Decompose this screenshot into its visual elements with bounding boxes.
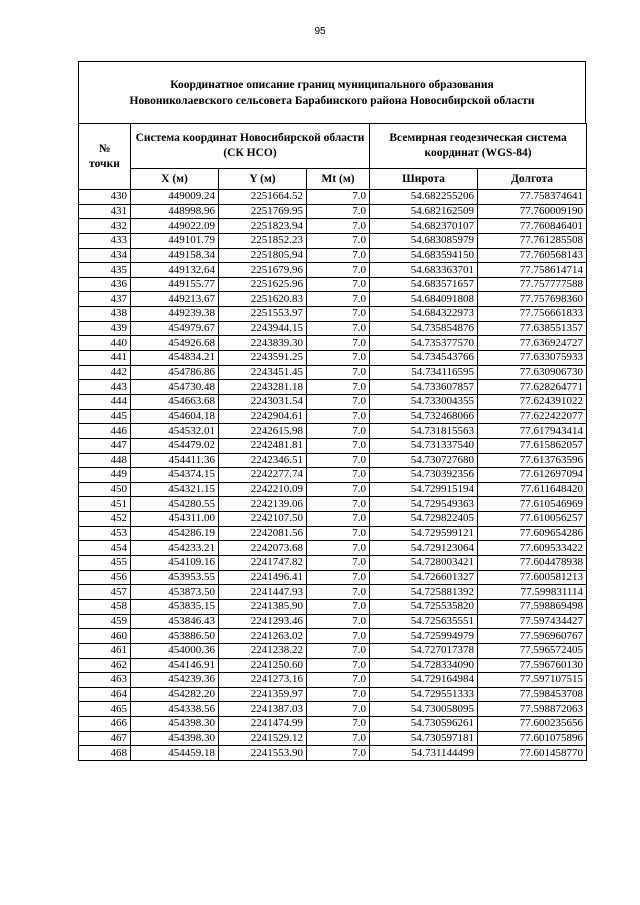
table-row bbox=[79, 292, 587, 307]
cell-longitude: 77.610056257 bbox=[478, 512, 587, 527]
cell-y: 2243451.45 bbox=[219, 365, 307, 380]
cell-x: 449239.38 bbox=[131, 307, 219, 322]
cell-y: 2241263.02 bbox=[219, 629, 307, 644]
cell-x: 449155.77 bbox=[131, 277, 219, 292]
cell-mt: 7.0 bbox=[307, 424, 370, 439]
cell-mt: 7.0 bbox=[307, 731, 370, 746]
cell-point-number: 432 bbox=[79, 219, 131, 234]
cell-mt: 7.0 bbox=[307, 248, 370, 263]
cell-mt: 7.0 bbox=[307, 292, 370, 307]
table-row bbox=[79, 233, 587, 248]
title-line-2: Новониколаевского сельсовета Барабинского района Новосибирской области bbox=[129, 94, 535, 107]
cell-point-number: 439 bbox=[79, 321, 131, 336]
cell-latitude: 54.682162509 bbox=[370, 204, 478, 219]
table-row bbox=[79, 731, 587, 746]
cell-y: 2241238.22 bbox=[219, 643, 307, 658]
table-row bbox=[79, 380, 587, 395]
cell-mt: 7.0 bbox=[307, 190, 370, 205]
cell-y: 2242904.61 bbox=[219, 409, 307, 424]
table-row bbox=[79, 219, 587, 234]
table-row bbox=[79, 717, 587, 732]
cell-mt: 7.0 bbox=[307, 351, 370, 366]
cell-mt: 7.0 bbox=[307, 219, 370, 234]
table-row bbox=[79, 204, 587, 219]
cell-y: 2251823.94 bbox=[219, 219, 307, 234]
cell-latitude: 54.684091808 bbox=[370, 292, 478, 307]
cell-longitude: 77.611648420 bbox=[478, 482, 587, 497]
cell-y: 2241359.97 bbox=[219, 687, 307, 702]
cell-x: 454286.19 bbox=[131, 526, 219, 541]
cell-longitude: 77.600235656 bbox=[478, 717, 587, 732]
cell-x: 453846.43 bbox=[131, 614, 219, 629]
cell-point-number: 444 bbox=[79, 394, 131, 409]
cell-point-number: 435 bbox=[79, 263, 131, 278]
cell-mt: 7.0 bbox=[307, 321, 370, 336]
cell-point-number: 458 bbox=[79, 599, 131, 614]
cell-x: 454282.20 bbox=[131, 687, 219, 702]
table-row bbox=[79, 409, 587, 424]
cell-y: 2241553.90 bbox=[219, 746, 307, 761]
cell-longitude: 77.638551357 bbox=[478, 321, 587, 336]
cell-y: 2242481.81 bbox=[219, 438, 307, 453]
cell-mt: 7.0 bbox=[307, 687, 370, 702]
cell-y: 2241250.60 bbox=[219, 658, 307, 673]
cell-y: 2251805.94 bbox=[219, 248, 307, 263]
cell-longitude: 77.609654286 bbox=[478, 526, 587, 541]
header-latitude: Широта bbox=[370, 169, 478, 190]
cell-longitude: 77.617943414 bbox=[478, 424, 587, 439]
cell-latitude: 54.725881392 bbox=[370, 585, 478, 600]
table-row bbox=[79, 468, 587, 483]
cell-x: 449132.64 bbox=[131, 263, 219, 278]
table-row bbox=[79, 585, 587, 600]
cell-y: 2242081.56 bbox=[219, 526, 307, 541]
cell-mt: 7.0 bbox=[307, 438, 370, 453]
cell-latitude: 54.731815563 bbox=[370, 424, 478, 439]
cell-longitude: 77.613763596 bbox=[478, 453, 587, 468]
table-row bbox=[79, 643, 587, 658]
cell-point-number: 464 bbox=[79, 687, 131, 702]
cell-longitude: 77.760846401 bbox=[478, 219, 587, 234]
cell-point-number: 463 bbox=[79, 673, 131, 688]
cell-latitude: 54.683085979 bbox=[370, 233, 478, 248]
cell-latitude: 54.728334090 bbox=[370, 658, 478, 673]
cell-longitude: 77.758614714 bbox=[478, 263, 587, 278]
cell-longitude: 77.633075933 bbox=[478, 351, 587, 366]
cell-point-number: 459 bbox=[79, 614, 131, 629]
cell-latitude: 54.684322973 bbox=[370, 307, 478, 322]
cell-longitude: 77.630906730 bbox=[478, 365, 587, 380]
cell-point-number: 453 bbox=[79, 526, 131, 541]
cell-x: 454786.86 bbox=[131, 365, 219, 380]
cell-y: 2251553.97 bbox=[219, 307, 307, 322]
cell-point-number: 461 bbox=[79, 643, 131, 658]
cell-y: 2241385.90 bbox=[219, 599, 307, 614]
cell-point-number: 441 bbox=[79, 351, 131, 366]
cell-y: 2251664.52 bbox=[219, 190, 307, 205]
cell-mt: 7.0 bbox=[307, 717, 370, 732]
cell-latitude: 54.730392356 bbox=[370, 468, 478, 483]
cell-point-number: 449 bbox=[79, 468, 131, 483]
cell-longitude: 77.760009190 bbox=[478, 204, 587, 219]
cell-point-number: 442 bbox=[79, 365, 131, 380]
cell-longitude: 77.757777588 bbox=[478, 277, 587, 292]
cell-mt: 7.0 bbox=[307, 453, 370, 468]
cell-mt: 7.0 bbox=[307, 629, 370, 644]
cell-point-number: 452 bbox=[79, 512, 131, 527]
cell-longitude: 77.596572405 bbox=[478, 643, 587, 658]
cell-y: 2241529.12 bbox=[219, 731, 307, 746]
table-row bbox=[79, 394, 587, 409]
cell-x: 454398.30 bbox=[131, 731, 219, 746]
cell-longitude: 77.598453708 bbox=[478, 687, 587, 702]
cell-latitude: 54.729549363 bbox=[370, 497, 478, 512]
cell-latitude: 54.725994979 bbox=[370, 629, 478, 644]
table-row bbox=[79, 673, 587, 688]
cell-latitude: 54.728003421 bbox=[370, 556, 478, 571]
table-row bbox=[79, 321, 587, 336]
cell-x: 449009.24 bbox=[131, 190, 219, 205]
table-row bbox=[79, 541, 587, 556]
cell-point-number: 450 bbox=[79, 482, 131, 497]
cell-longitude: 77.600581213 bbox=[478, 570, 587, 585]
cell-x: 453886.50 bbox=[131, 629, 219, 644]
cell-x: 454398.30 bbox=[131, 717, 219, 732]
cell-mt: 7.0 bbox=[307, 336, 370, 351]
table-row bbox=[79, 746, 587, 761]
cell-x: 449101.79 bbox=[131, 233, 219, 248]
cell-point-number: 454 bbox=[79, 541, 131, 556]
table-row bbox=[79, 336, 587, 351]
table-row bbox=[79, 687, 587, 702]
cell-longitude: 77.761285508 bbox=[478, 233, 587, 248]
cell-point-number: 446 bbox=[79, 424, 131, 439]
table-row bbox=[79, 556, 587, 571]
table-row bbox=[79, 263, 587, 278]
cell-mt: 7.0 bbox=[307, 468, 370, 483]
table-row bbox=[79, 307, 587, 322]
cell-y: 2243281.18 bbox=[219, 380, 307, 395]
cell-longitude: 77.628264771 bbox=[478, 380, 587, 395]
header-nso-system: Система координат Новосибирской области (СК НСО) bbox=[131, 124, 370, 169]
cell-point-number: 466 bbox=[79, 717, 131, 732]
cell-point-number: 455 bbox=[79, 556, 131, 571]
cell-x: 454532.01 bbox=[131, 424, 219, 439]
cell-x: 449022.09 bbox=[131, 219, 219, 234]
cell-longitude: 77.760568143 bbox=[478, 248, 587, 263]
cell-point-number: 462 bbox=[79, 658, 131, 673]
cell-x: 454479.02 bbox=[131, 438, 219, 453]
cell-latitude: 54.683594150 bbox=[370, 248, 478, 263]
cell-mt: 7.0 bbox=[307, 643, 370, 658]
cell-y: 2242615.98 bbox=[219, 424, 307, 439]
cell-latitude: 54.726601327 bbox=[370, 570, 478, 585]
table-row bbox=[79, 702, 587, 717]
cell-latitude: 54.732468066 bbox=[370, 409, 478, 424]
cell-mt: 7.0 bbox=[307, 673, 370, 688]
coordinates-table bbox=[78, 123, 587, 761]
coordinates-document bbox=[78, 61, 586, 761]
table-row bbox=[79, 482, 587, 497]
table-row bbox=[79, 614, 587, 629]
cell-x: 454311.00 bbox=[131, 512, 219, 527]
table-row bbox=[79, 277, 587, 292]
cell-x: 454979.67 bbox=[131, 321, 219, 336]
cell-latitude: 54.725635551 bbox=[370, 614, 478, 629]
cell-longitude: 77.610546969 bbox=[478, 497, 587, 512]
document-title bbox=[78, 61, 586, 124]
cell-mt: 7.0 bbox=[307, 482, 370, 497]
cell-y: 2242277.74 bbox=[219, 468, 307, 483]
cell-y: 2251620.83 bbox=[219, 292, 307, 307]
cell-point-number: 431 bbox=[79, 204, 131, 219]
cell-point-number: 460 bbox=[79, 629, 131, 644]
cell-longitude: 77.601075896 bbox=[478, 731, 587, 746]
table-row bbox=[79, 365, 587, 380]
cell-latitude: 54.734116595 bbox=[370, 365, 478, 380]
cell-x: 449158.34 bbox=[131, 248, 219, 263]
cell-mt: 7.0 bbox=[307, 599, 370, 614]
cell-latitude: 54.731337540 bbox=[370, 438, 478, 453]
cell-longitude: 77.597434427 bbox=[478, 614, 587, 629]
cell-point-number: 433 bbox=[79, 233, 131, 248]
table-row bbox=[79, 512, 587, 527]
cell-x: 454338.56 bbox=[131, 702, 219, 717]
cell-latitude: 54.733004355 bbox=[370, 394, 478, 409]
cell-x: 454834.21 bbox=[131, 351, 219, 366]
header-point-number: № точки bbox=[79, 124, 131, 190]
cell-mt: 7.0 bbox=[307, 658, 370, 673]
cell-longitude: 77.758374641 bbox=[478, 190, 587, 205]
table-row bbox=[79, 351, 587, 366]
cell-longitude: 77.604478938 bbox=[478, 556, 587, 571]
cell-y: 2251769.95 bbox=[219, 204, 307, 219]
table-row bbox=[79, 248, 587, 263]
cell-mt: 7.0 bbox=[307, 394, 370, 409]
cell-mt: 7.0 bbox=[307, 263, 370, 278]
cell-mt: 7.0 bbox=[307, 277, 370, 292]
cell-mt: 7.0 bbox=[307, 512, 370, 527]
cell-point-number: 468 bbox=[79, 746, 131, 761]
cell-longitude: 77.597107515 bbox=[478, 673, 587, 688]
cell-point-number: 436 bbox=[79, 277, 131, 292]
cell-x: 453953.55 bbox=[131, 570, 219, 585]
cell-mt: 7.0 bbox=[307, 541, 370, 556]
cell-x: 454411.36 bbox=[131, 453, 219, 468]
cell-point-number: 440 bbox=[79, 336, 131, 351]
cell-mt: 7.0 bbox=[307, 380, 370, 395]
table-row bbox=[79, 438, 587, 453]
cell-point-number: 438 bbox=[79, 307, 131, 322]
cell-latitude: 54.731144499 bbox=[370, 746, 478, 761]
cell-latitude: 54.682370107 bbox=[370, 219, 478, 234]
cell-mt: 7.0 bbox=[307, 614, 370, 629]
cell-y: 2241447.93 bbox=[219, 585, 307, 600]
cell-longitude: 77.636924727 bbox=[478, 336, 587, 351]
cell-latitude: 54.683363701 bbox=[370, 263, 478, 278]
header-x: X (м) bbox=[131, 169, 219, 190]
cell-mt: 7.0 bbox=[307, 233, 370, 248]
cell-y: 2242139.06 bbox=[219, 497, 307, 512]
cell-point-number: 457 bbox=[79, 585, 131, 600]
cell-point-number: 448 bbox=[79, 453, 131, 468]
cell-y: 2241496.41 bbox=[219, 570, 307, 585]
cell-longitude: 77.624391022 bbox=[478, 394, 587, 409]
cell-latitude: 54.725535820 bbox=[370, 599, 478, 614]
table-row bbox=[79, 570, 587, 585]
cell-x: 449213.67 bbox=[131, 292, 219, 307]
cell-longitude: 77.615862057 bbox=[478, 438, 587, 453]
cell-mt: 7.0 bbox=[307, 556, 370, 571]
cell-mt: 7.0 bbox=[307, 365, 370, 380]
table-row bbox=[79, 629, 587, 644]
cell-longitude: 77.599831114 bbox=[478, 585, 587, 600]
cell-point-number: 456 bbox=[79, 570, 131, 585]
cell-longitude: 77.598869498 bbox=[478, 599, 587, 614]
table-row bbox=[79, 424, 587, 439]
cell-latitude: 54.729599121 bbox=[370, 526, 478, 541]
cell-longitude: 77.598872063 bbox=[478, 702, 587, 717]
cell-x: 454663.68 bbox=[131, 394, 219, 409]
cell-x: 454000.36 bbox=[131, 643, 219, 658]
cell-longitude: 77.596760130 bbox=[478, 658, 587, 673]
cell-longitude: 77.612697094 bbox=[478, 468, 587, 483]
cell-point-number: 465 bbox=[79, 702, 131, 717]
table-row bbox=[79, 526, 587, 541]
header-y: Y (м) bbox=[219, 169, 307, 190]
cell-longitude: 77.596960767 bbox=[478, 629, 587, 644]
cell-latitude: 54.733607857 bbox=[370, 380, 478, 395]
cell-mt: 7.0 bbox=[307, 746, 370, 761]
cell-mt: 7.0 bbox=[307, 497, 370, 512]
cell-latitude: 54.730597181 bbox=[370, 731, 478, 746]
cell-latitude: 54.729164984 bbox=[370, 673, 478, 688]
title-line-1: Координатное описание границ муниципального образования bbox=[170, 78, 494, 91]
cell-x: 454321.15 bbox=[131, 482, 219, 497]
table-body bbox=[79, 190, 587, 761]
cell-point-number: 467 bbox=[79, 731, 131, 746]
cell-y: 2242107.50 bbox=[219, 512, 307, 527]
cell-x: 454730.48 bbox=[131, 380, 219, 395]
cell-point-number: 430 bbox=[79, 190, 131, 205]
cell-y: 2243031.54 bbox=[219, 394, 307, 409]
cell-latitude: 54.730596261 bbox=[370, 717, 478, 732]
header-longitude: Долгота bbox=[478, 169, 587, 190]
cell-y: 2241474.99 bbox=[219, 717, 307, 732]
cell-latitude: 54.730058095 bbox=[370, 702, 478, 717]
cell-y: 2251679.96 bbox=[219, 263, 307, 278]
cell-y: 2241293.46 bbox=[219, 614, 307, 629]
cell-x: 454374.15 bbox=[131, 468, 219, 483]
cell-mt: 7.0 bbox=[307, 204, 370, 219]
cell-y: 2241273.16 bbox=[219, 673, 307, 688]
table-row bbox=[79, 658, 587, 673]
cell-y: 2242210.09 bbox=[219, 482, 307, 497]
cell-x: 454926.68 bbox=[131, 336, 219, 351]
cell-x: 454459.18 bbox=[131, 746, 219, 761]
page-number: 95 bbox=[314, 26, 326, 37]
cell-y: 2251852.23 bbox=[219, 233, 307, 248]
cell-mt: 7.0 bbox=[307, 526, 370, 541]
cell-point-number: 443 bbox=[79, 380, 131, 395]
cell-x: 454146.91 bbox=[131, 658, 219, 673]
cell-y: 2242073.68 bbox=[219, 541, 307, 556]
cell-latitude: 54.735854876 bbox=[370, 321, 478, 336]
cell-point-number: 434 bbox=[79, 248, 131, 263]
cell-latitude: 54.729123064 bbox=[370, 541, 478, 556]
cell-latitude: 54.735377570 bbox=[370, 336, 478, 351]
cell-mt: 7.0 bbox=[307, 702, 370, 717]
cell-point-number: 445 bbox=[79, 409, 131, 424]
cell-longitude: 77.609533422 bbox=[478, 541, 587, 556]
table-row bbox=[79, 190, 587, 205]
cell-x: 454280.55 bbox=[131, 497, 219, 512]
cell-y: 2243944.15 bbox=[219, 321, 307, 336]
header-mt: Mt (м) bbox=[307, 169, 370, 190]
cell-x: 454239.36 bbox=[131, 673, 219, 688]
cell-y: 2241387.03 bbox=[219, 702, 307, 717]
cell-x: 454109.16 bbox=[131, 556, 219, 571]
cell-point-number: 437 bbox=[79, 292, 131, 307]
cell-latitude: 54.730727680 bbox=[370, 453, 478, 468]
cell-x: 454233.21 bbox=[131, 541, 219, 556]
cell-point-number: 447 bbox=[79, 438, 131, 453]
table-row bbox=[79, 599, 587, 614]
cell-mt: 7.0 bbox=[307, 585, 370, 600]
cell-point-number: 451 bbox=[79, 497, 131, 512]
cell-mt: 7.0 bbox=[307, 307, 370, 322]
cell-y: 2241747.82 bbox=[219, 556, 307, 571]
cell-longitude: 77.622422077 bbox=[478, 409, 587, 424]
cell-mt: 7.0 bbox=[307, 570, 370, 585]
table-row bbox=[79, 453, 587, 468]
cell-y: 2242346.51 bbox=[219, 453, 307, 468]
cell-latitude: 54.683571657 bbox=[370, 277, 478, 292]
cell-x: 453835.15 bbox=[131, 599, 219, 614]
header-wgs-system: Всемирная геодезическая система координат (WGS-84) bbox=[370, 124, 587, 169]
cell-mt: 7.0 bbox=[307, 409, 370, 424]
cell-latitude: 54.729822405 bbox=[370, 512, 478, 527]
cell-longitude: 77.756661833 bbox=[478, 307, 587, 322]
cell-latitude: 54.734543766 bbox=[370, 351, 478, 366]
cell-y: 2243839.30 bbox=[219, 336, 307, 351]
cell-x: 448998.96 bbox=[131, 204, 219, 219]
cell-latitude: 54.729915194 bbox=[370, 482, 478, 497]
cell-x: 453873.50 bbox=[131, 585, 219, 600]
cell-longitude: 77.601458770 bbox=[478, 746, 587, 761]
table-row bbox=[79, 497, 587, 512]
cell-y: 2243591.25 bbox=[219, 351, 307, 366]
cell-latitude: 54.729551333 bbox=[370, 687, 478, 702]
cell-y: 2251625.96 bbox=[219, 277, 307, 292]
cell-latitude: 54.727017378 bbox=[370, 643, 478, 658]
cell-latitude: 54.682255206 bbox=[370, 190, 478, 205]
cell-x: 454604.18 bbox=[131, 409, 219, 424]
cell-longitude: 77.757698360 bbox=[478, 292, 587, 307]
